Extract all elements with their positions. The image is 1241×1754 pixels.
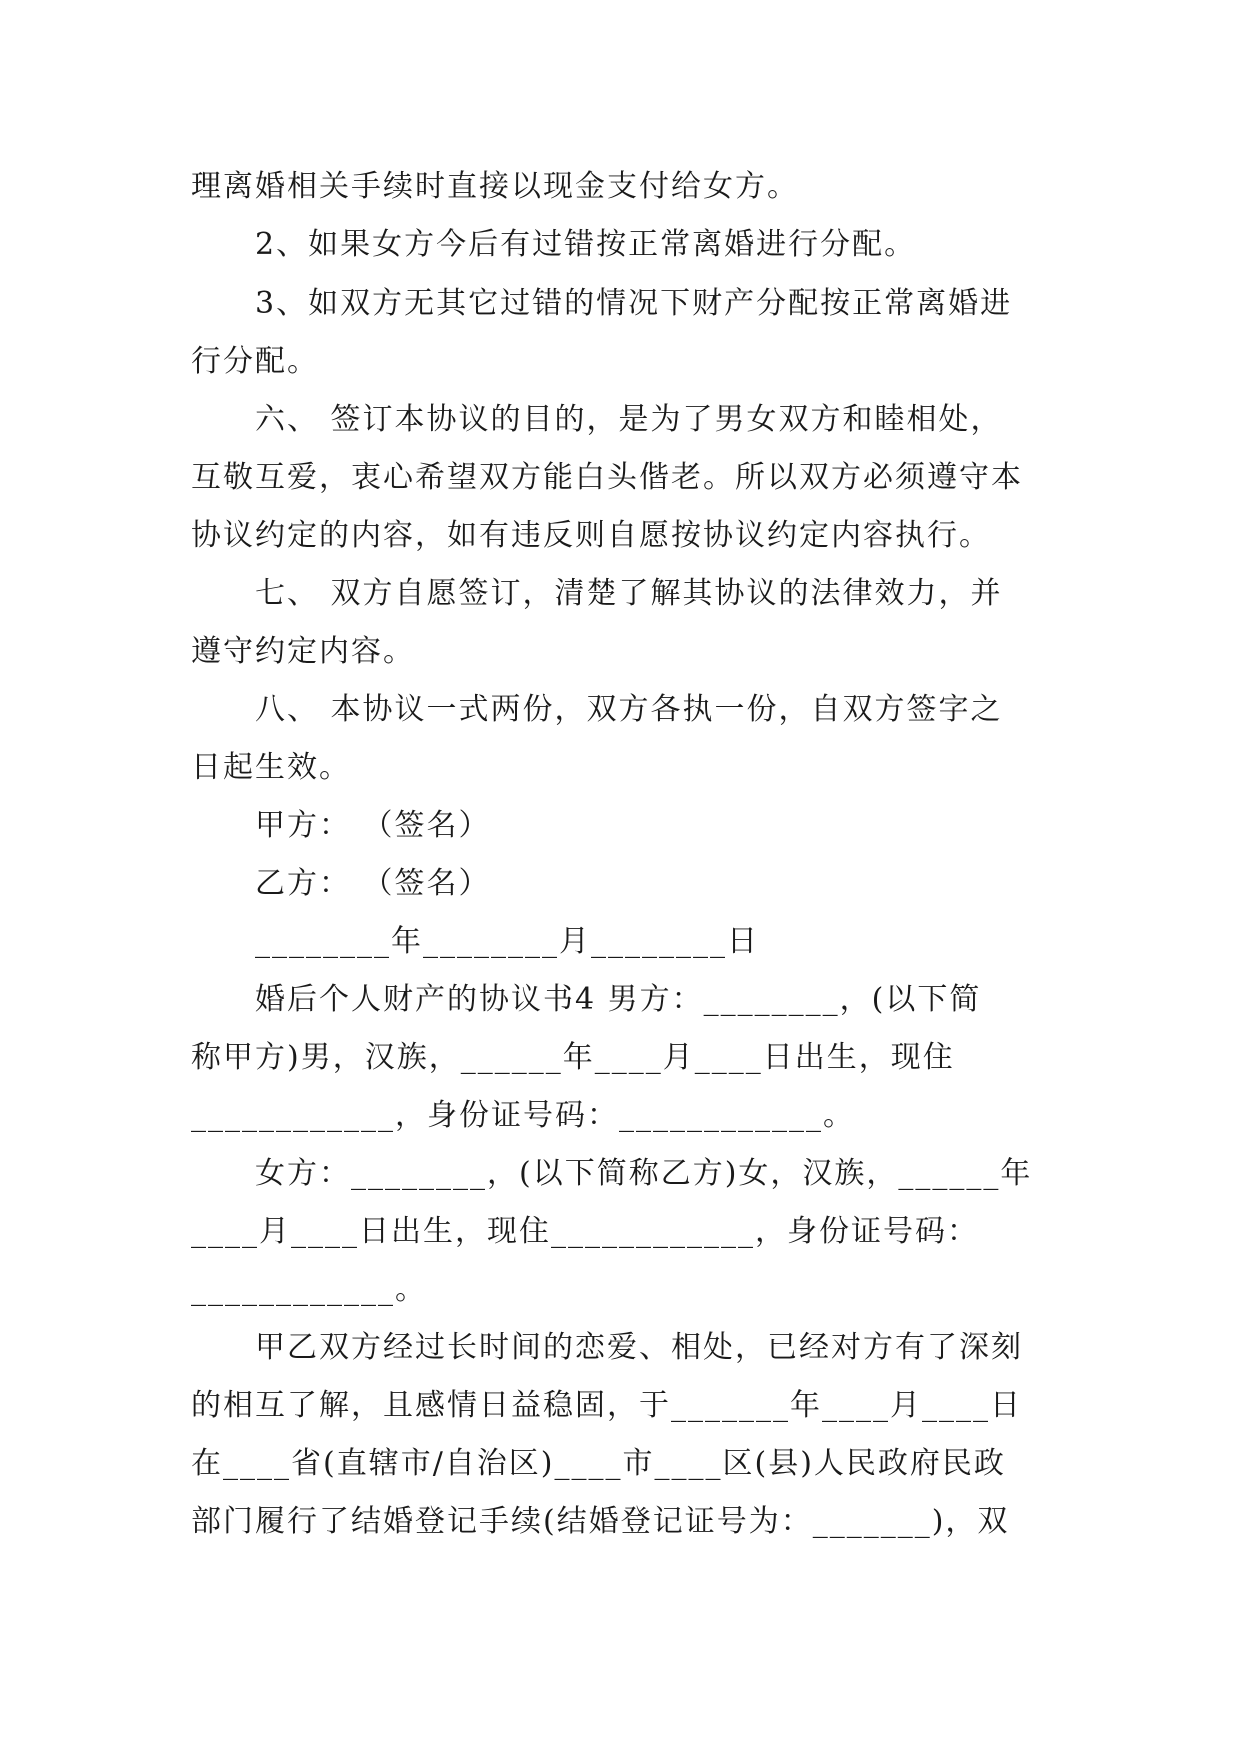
paragraph-line: 甲乙双方经过长时间的恋爱、相处，已经对方有了深刻 (255, 1330, 1023, 1365)
paragraph-line: 日起生效。 (191, 750, 351, 785)
paragraph-line: 称甲方)男，汉族，______年____月____日出生，现住 (191, 1040, 955, 1075)
paragraph-line: 部门履行了结婚登记手续(结婚登记证号为：_______)，双 (191, 1504, 1010, 1539)
paragraph-line: ____________，身份证号码：____________。 (191, 1098, 855, 1133)
paragraph-line: 2、如果女方今后有过错按正常离婚进行分配。 (255, 227, 917, 262)
paragraph-line: 行分配。 (191, 344, 319, 379)
paragraph-line: 3、如双方无其它过错的情况下财产分配按正常离婚进 (255, 286, 1013, 321)
paragraph-line: ____月____日出生，现住____________，身份证号码： (191, 1214, 979, 1249)
paragraph-line: 女方：________，(以下简称乙方)女，汉族，______年 (255, 1156, 1033, 1191)
date-line: ________年________月________日 (255, 924, 759, 959)
paragraph-line: 七、 双方自愿签订，清楚了解其协议的法律效力，并 (255, 576, 1003, 611)
paragraph-line: 在____省(直辖市/自治区)____市____区(县)人民政府民政 (191, 1446, 1006, 1481)
signature-line-party-a: 甲方： （签名） (255, 808, 491, 843)
paragraph-line: 八、 本协议一式两份，双方各执一份，自双方签字之 (255, 692, 1003, 727)
paragraph-line: 六、 签订本协议的目的，是为了男女双方和睦相处， (255, 402, 1003, 437)
paragraph-line: 的相互了解，且感情日益稳固，于_______年____月____日 (191, 1388, 1022, 1423)
paragraph-line: 婚后个人财产的协议书4 男方：________，(以下简 (255, 982, 982, 1017)
signature-line-party-b: 乙方： （签名） (255, 866, 491, 901)
paragraph-line: 互敬互爱，衷心希望双方能白头偕老。所以双方必须遵守本 (191, 460, 1023, 495)
paragraph-line: 遵守约定内容。 (191, 634, 415, 669)
paragraph-line: 协议约定的内容，如有违反则自愿按协议约定内容执行。 (191, 518, 991, 553)
paragraph-line: ____________。 (191, 1272, 427, 1307)
paragraph-line: 理离婚相关手续时直接以现金支付给女方。 (191, 169, 799, 204)
